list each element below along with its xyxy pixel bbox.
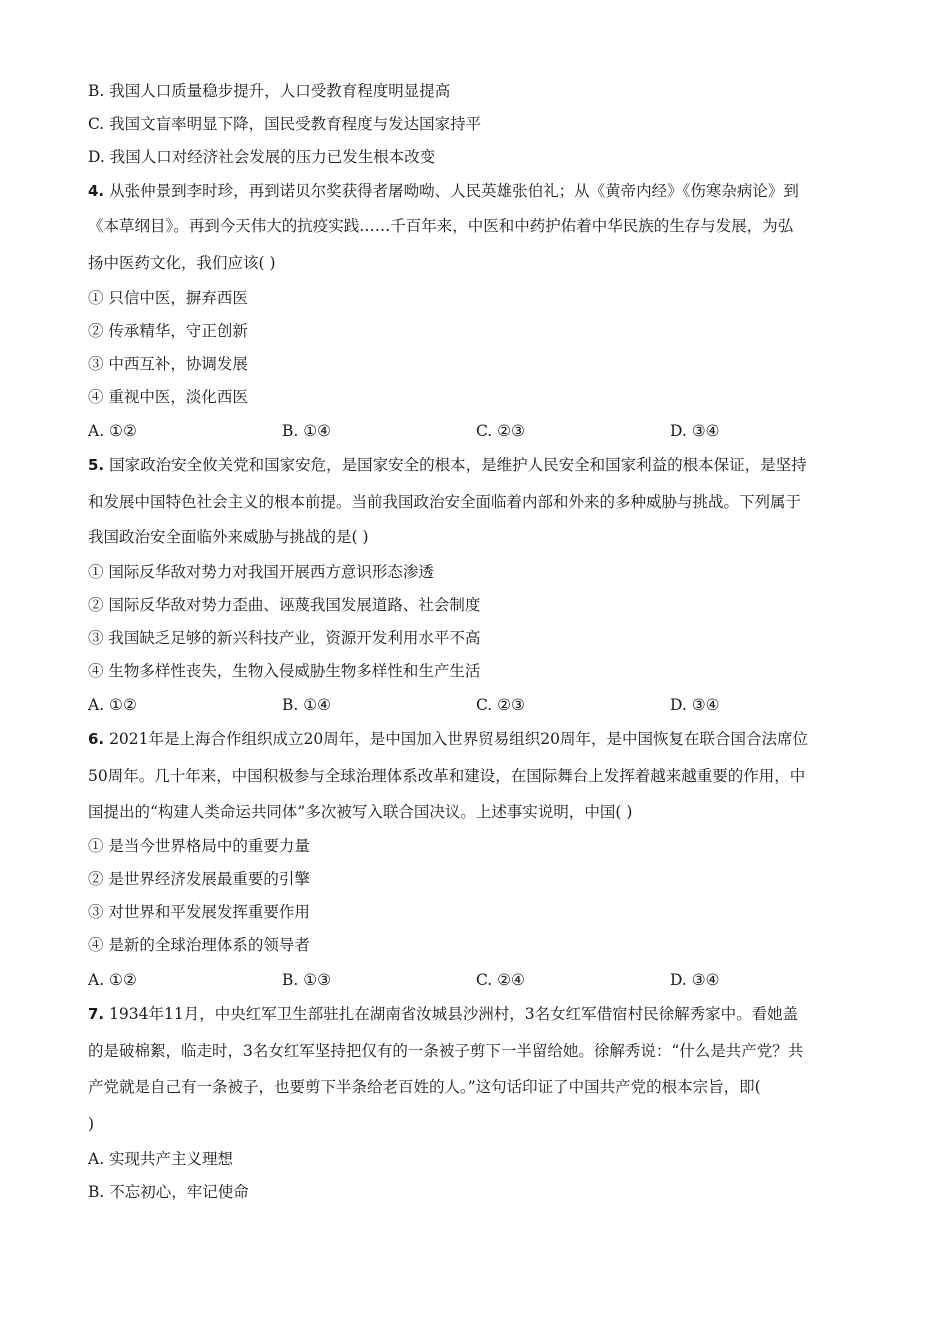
q4-choice-d[interactable]: D. ③④: [670, 422, 720, 440]
q4-choice-c[interactable]: C. ②③: [476, 422, 525, 440]
q7-number: 7.: [88, 1005, 105, 1023]
q5-choice-a[interactable]: A. ①②: [88, 696, 137, 714]
q6-item-4: ④ 是新的全球治理体系的领导者: [88, 936, 310, 954]
q4-item-3: ③ 中西互补，协调发展: [88, 355, 248, 373]
q6-item-1: ① 是当今世界格局中的重要力量: [88, 837, 310, 855]
q4-choice-b[interactable]: B. ①④: [282, 422, 332, 440]
q4-choice-a[interactable]: A. ①②: [88, 422, 137, 440]
q5-item-1: ① 国际反华敌对势力对我国开展西方意识形态渗透: [88, 563, 434, 581]
q4-stem-line1: [88, 180, 799, 202]
q4-stem-line2: 《本草纲目》。再到今天伟大的抗疫实践……千百年来，中医和中药护佑着中华民族的生存与发展，为弘: [88, 217, 794, 235]
q5-stem-text1: 国家政治安全攸关党和国家安危，是国家安全的根本，是维护人民安全和国家利益的根本保证，是坚持: [104, 456, 807, 474]
q6-choice-b[interactable]: B. ①③: [282, 971, 332, 989]
q5-choice-c[interactable]: C. ②③: [476, 696, 525, 714]
q3-option-c: C. 我国文盲率明显下降，国民受教育程度与发达国家持平: [88, 115, 482, 133]
q7-stem-text1: 1934年11月，中央红军卫生部驻扎在湖南省汝城县沙洲村，3名女红军借宿村民徐解秀家中。看她盖: [104, 1005, 799, 1023]
q4-stem-text1: 从张仲景到李时珍，再到诺贝尔奖获得者屠呦呦、人民英雄张伯礼；从《黄帝内经》《伤寒杂病论》到: [104, 182, 799, 200]
q3-option-b: B. 我国人口质量稳步提升，人口受教育程度明显提高: [88, 82, 451, 100]
q7-stem-line2: 的是破棉絮，临走时，3名女红军坚持把仅有的一条被子剪下一半留给她。徐解秀说：“什么是共产党？共: [88, 1042, 804, 1060]
q5-item-4: ④ 生物多样性丧失，生物入侵威胁生物多样性和生产生活: [88, 662, 481, 680]
q6-stem-line1: [88, 728, 808, 750]
q6-choice-a[interactable]: A. ①②: [88, 971, 137, 989]
q7-stem-line1: [88, 1003, 798, 1025]
q7-option-a[interactable]: A. 实现共产主义理想: [88, 1150, 234, 1168]
q4-item-1: ① 只信中医，摒弃西医: [88, 289, 248, 307]
q6-choice-d[interactable]: D. ③④: [670, 971, 720, 989]
q3-option-d: D. 我国人口对经济社会发展的压力已发生根本改变: [88, 148, 436, 166]
q6-stem-line2: 50周年。几十年来，中国积极参与全球治理体系改革和建设，在国际舞台上发挥着越来越重要的作用，中: [88, 767, 806, 785]
q5-item-3: ③ 我国缺乏足够的新兴科技产业，资源开发利用水平不高: [88, 629, 481, 647]
q6-stem-text1: 2021年是上海合作组织成立20周年，是中国加入世界贸易组织20周年，是中国恢复在联合国合法席位: [104, 730, 808, 748]
q4-number: 4.: [88, 182, 105, 200]
q6-number: 6.: [88, 730, 105, 748]
q5-choice-d[interactable]: D. ③④: [670, 696, 720, 714]
q6-item-2: ② 是世界经济发展最重要的引擎: [88, 870, 310, 888]
q5-stem-line2: 和发展中国特色社会主义的根本前提。当前我国政治安全面临着内部和外来的多种威胁与挑战。下列属于: [88, 493, 802, 511]
q5-stem-line1: [88, 454, 807, 476]
q6-stem-line3: 国提出的“构建人类命运共同体”多次被写入联合国决议。上述事实说明，中国( ): [88, 803, 633, 821]
q4-item-4: ④ 重视中医，淡化西医: [88, 388, 248, 406]
q7-stem-line4: ): [88, 1115, 95, 1133]
q7-stem-line3: 产党就是自己有一条被子，也要剪下半条给老百姓的人。”这句话印证了中国共产党的根本宗旨，即(: [88, 1078, 761, 1096]
q5-number: 5.: [88, 456, 105, 474]
q5-stem-line3: 我国政治安全面临外来威胁与挑战的是( ): [88, 528, 369, 546]
q6-choice-c[interactable]: C. ②④: [476, 971, 525, 989]
q4-stem-line3: 扬中医药文化，我们应该( ): [88, 254, 276, 272]
q5-item-2: ② 国际反华敌对势力歪曲、诬蔑我国发展道路、社会制度: [88, 596, 481, 614]
q6-item-3: ③ 对世界和平发展发挥重要作用: [88, 903, 310, 921]
q7-option-b[interactable]: B. 不忘初心，牢记使命: [88, 1183, 249, 1201]
q5-choice-b[interactable]: B. ①④: [282, 696, 332, 714]
q4-item-2: ② 传承精华，守正创新: [88, 322, 248, 340]
